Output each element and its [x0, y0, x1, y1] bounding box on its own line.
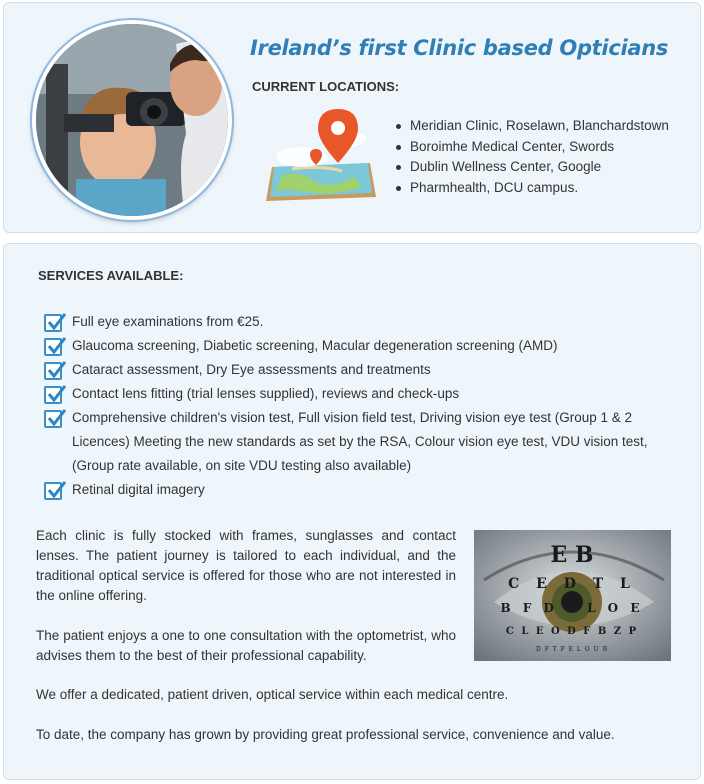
service-item — [44, 310, 684, 334]
eye-exam-photo — [32, 20, 232, 220]
service-label: Full eye examinations from €25. — [72, 314, 264, 329]
locations-heading: CURRENT LOCATIONS: — [252, 79, 400, 94]
checkbox-checked-icon — [44, 314, 62, 332]
eye-chart-row: E B — [550, 542, 594, 568]
service-item — [44, 334, 684, 358]
paragraph-consultation: The patient enjoys a one to one consultation with the optometrist, who advises them to the best of their professional capability. — [36, 628, 456, 663]
services-panel — [3, 243, 701, 780]
checkbox-checked-icon — [44, 410, 62, 428]
eye-chart-image — [474, 530, 671, 661]
service-item — [44, 406, 684, 478]
locations-list — [396, 116, 669, 198]
location-item: Pharmhealth, DCU campus. — [396, 178, 669, 199]
service-label: Cataract assessment, Dry Eye assessments and treatments — [72, 362, 431, 377]
eye-chart-row: C E D T L — [508, 576, 636, 592]
services-list — [44, 310, 684, 502]
intro-panel — [3, 2, 701, 233]
service-item — [44, 382, 684, 406]
page-title: Ireland’s first Clinic based Opticians — [250, 36, 669, 60]
checkbox-checked-icon — [44, 338, 62, 356]
paragraph-clinics: Each clinic is fully stocked with frames, sunglasses and contact lenses. The patient journey is tailored to each individual, and the traditional optical service is offered for those who are not interested in the online offering. — [36, 528, 456, 603]
service-label: Comprehensive children's vision test, Full vision field test, Driving vision eye test (Group 1 & 2 Licences) Meeting the new standards as set by the RSA, Colour vision eye test, VDU vision test, (Group rate available, on site VDU testing also available) — [72, 410, 648, 473]
eye-chart-row: B F D Z L O E — [500, 601, 644, 615]
service-item — [44, 478, 684, 502]
checkbox-checked-icon — [44, 362, 62, 380]
services-heading: SERVICES AVAILABLE: — [38, 268, 184, 283]
service-label: Glaucoma screening, Diabetic screening, Macular degeneration screening (AMD) — [72, 338, 558, 353]
location-item: Meridian Clinic, Roselawn, Blanchardstown — [396, 116, 669, 137]
eye-chart-row: D F T P E L O U B — [535, 646, 609, 653]
eye-chart-row: C L E O D F B Z P — [505, 626, 639, 637]
map-pin-illustration — [262, 105, 382, 209]
service-label: Retinal digital imagery — [72, 482, 205, 497]
service-label: Contact lens fitting (trial lenses supplied), reviews and check-ups — [72, 386, 460, 401]
location-item: Dublin Wellness Center, Google — [396, 157, 669, 178]
service-item — [44, 358, 684, 382]
paragraph-service: We offer a dedicated, patient driven, optical service within each medical centre. — [36, 687, 509, 702]
location-item: Boroimhe Medical Center, Swords — [396, 137, 669, 158]
checkbox-checked-icon — [44, 482, 62, 500]
checkbox-checked-icon — [44, 386, 62, 404]
paragraph-growth: To date, the company has grown by providing great professional service, convenience and value. — [36, 727, 615, 742]
